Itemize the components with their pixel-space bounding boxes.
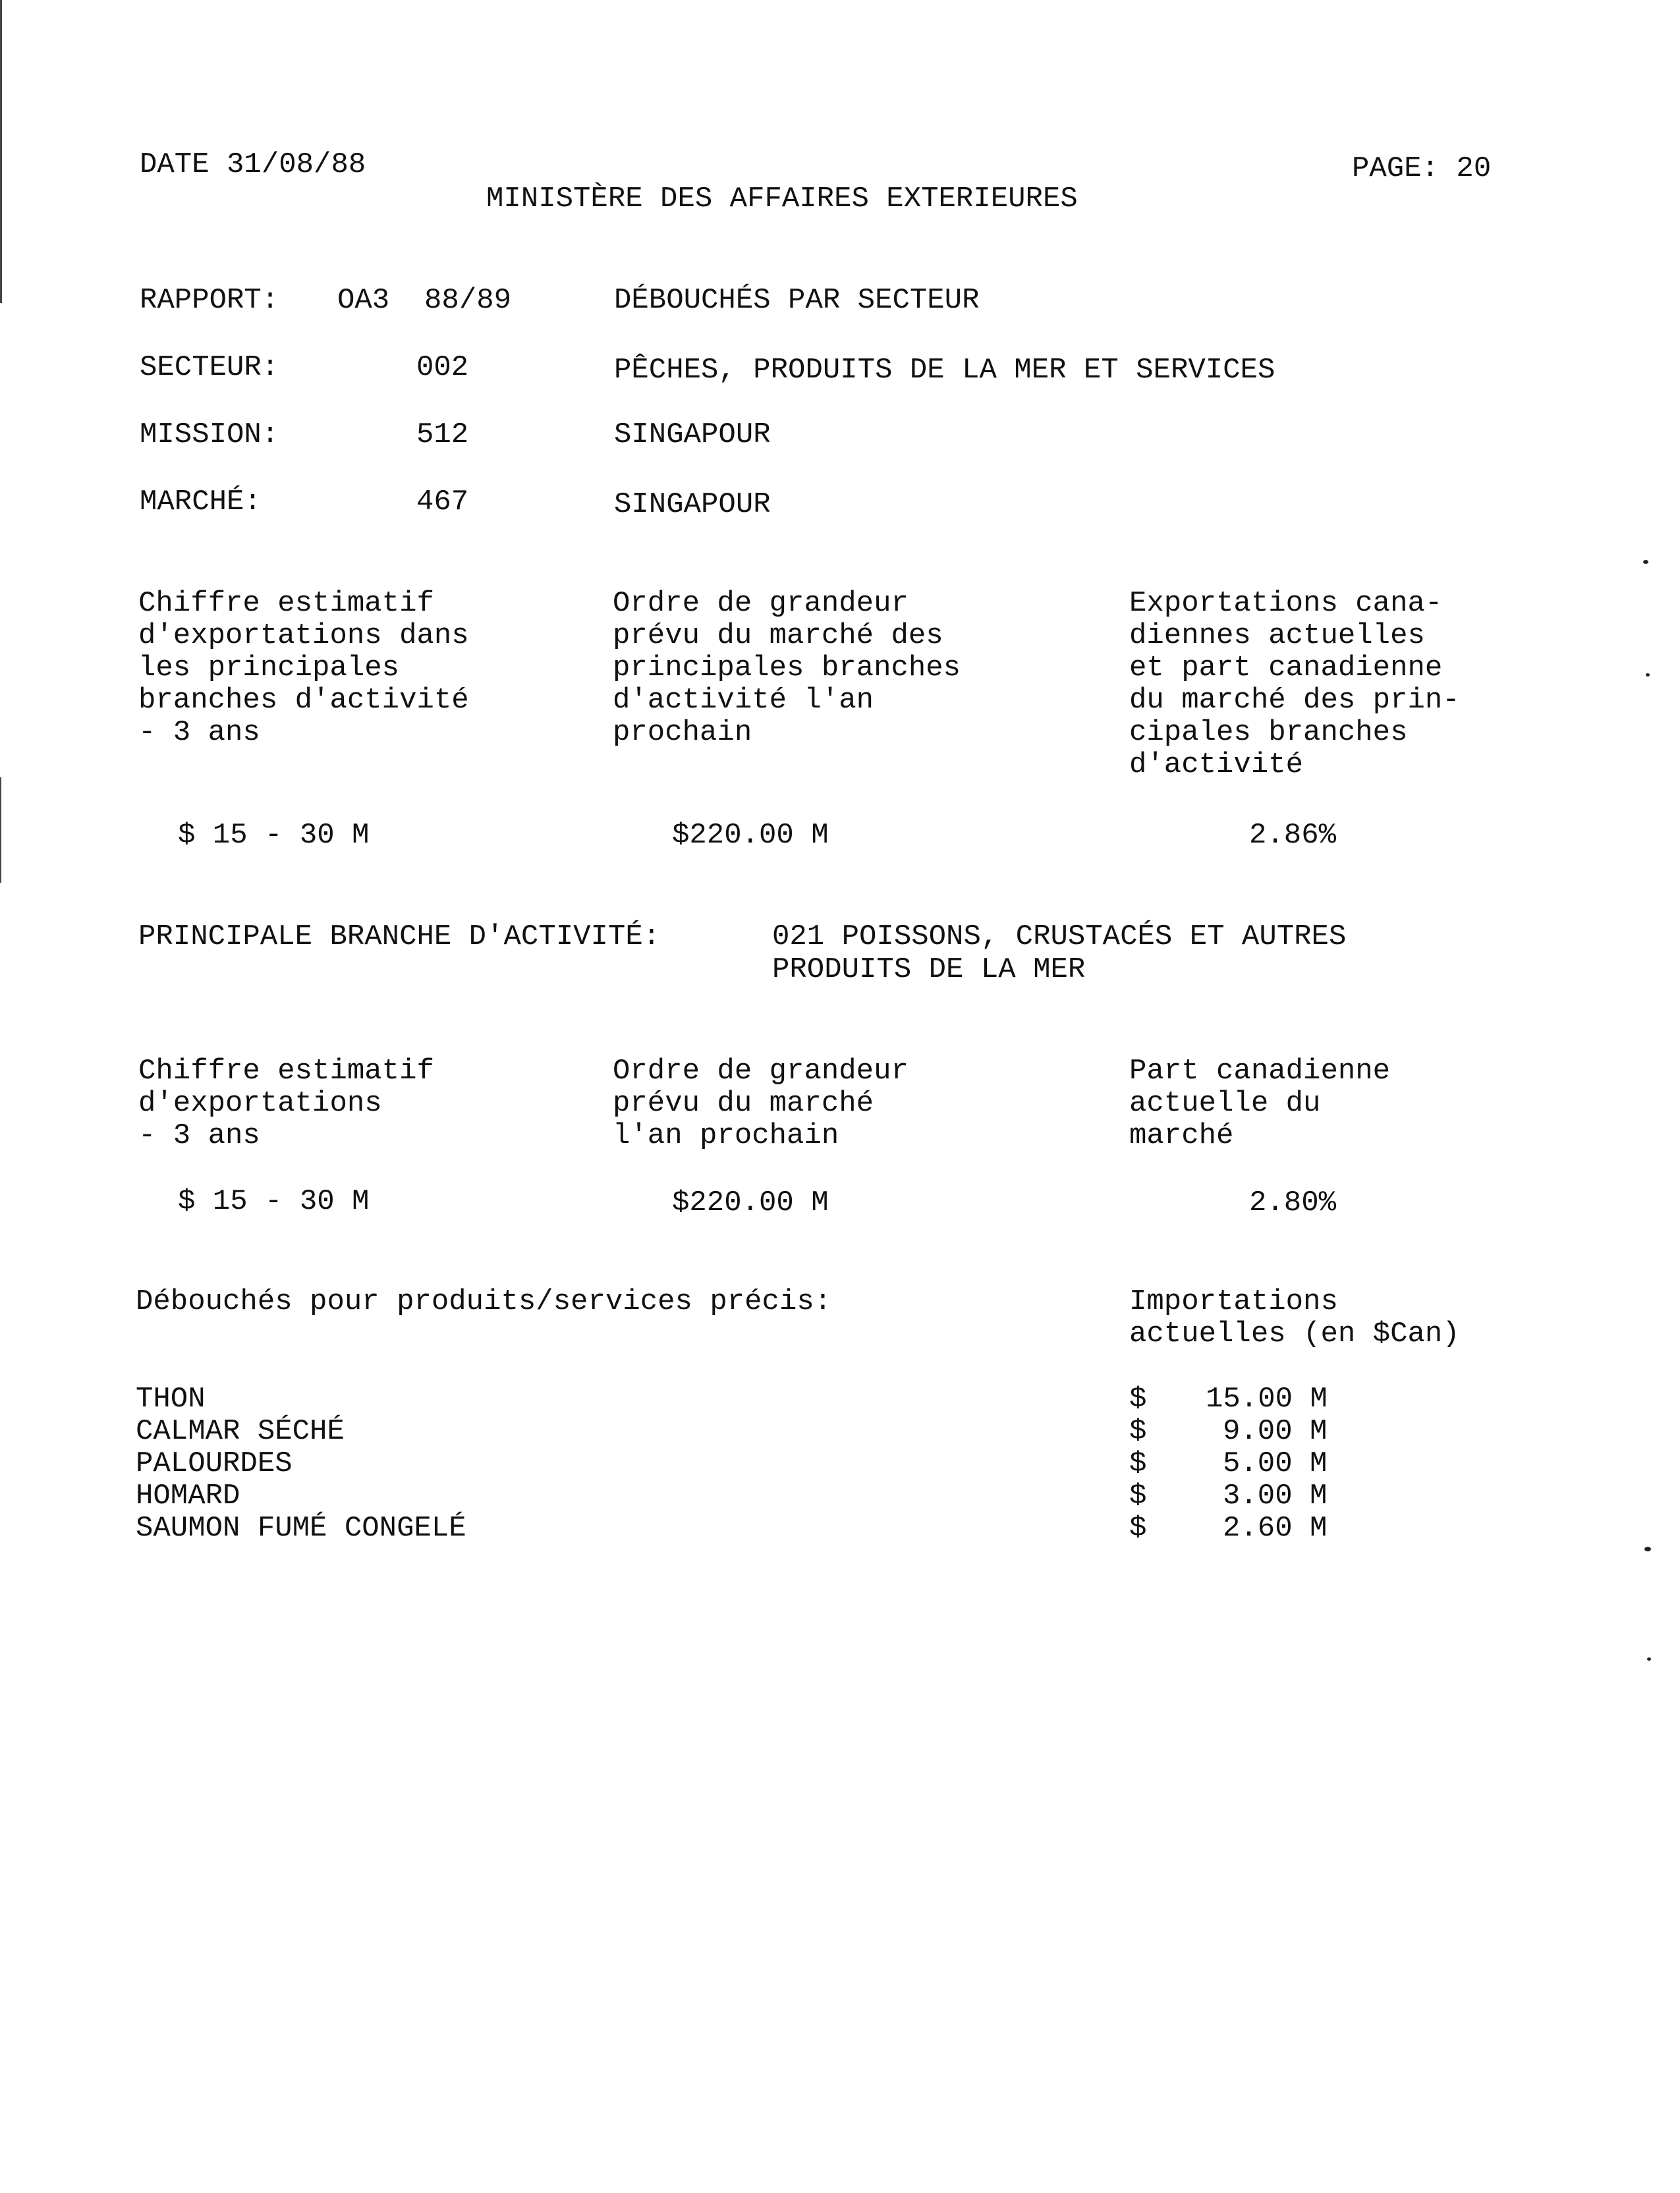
heading-line: l'an prochain (613, 1119, 839, 1152)
left-edge-mark (0, 0, 2, 303)
imports-heading (1129, 1286, 1460, 1350)
product-name: SAUMON FUMÉ CONGELÉ (136, 1512, 466, 1545)
ministry-title: MINISTÈRE DES AFFAIRES EXTERIEURES (486, 182, 1078, 215)
heading-line: Importations (1129, 1285, 1338, 1318)
import-amount: 15.00 M (1206, 1383, 1328, 1416)
product-name: PALOURDES (136, 1447, 293, 1480)
heading-line: Ordre de grandeur (613, 587, 909, 620)
currency-symbol: $ (1129, 1480, 1147, 1513)
scan-speck (1646, 673, 1650, 677)
section1-col3-heading (1129, 588, 1460, 781)
heading-line: d'exportations (138, 1087, 382, 1120)
section2-export-estimate: $ 15 - 30 M (178, 1185, 370, 1218)
product-name: CALMAR SÉCHÉ (136, 1415, 345, 1448)
info-code: 467 (416, 486, 469, 518)
heading-line: actuelle du (1129, 1087, 1321, 1120)
heading-line: principales branches (613, 652, 961, 684)
import-amount: 5.00 M (1223, 1447, 1328, 1480)
scan-speck (1647, 1657, 1651, 1661)
heading-line: Exportations cana- (1129, 587, 1443, 620)
info-value: SINGAPOUR (614, 488, 771, 521)
info-code: 002 (416, 351, 469, 384)
report-date: DATE 31/08/88 (140, 148, 366, 181)
heading-line: du marché des prin- (1129, 684, 1460, 717)
heading-line: Chiffre estimatif (138, 587, 434, 620)
heading-line: prévu du marché des (613, 619, 943, 652)
section2-col3-heading (1129, 1055, 1390, 1152)
heading-line: branches d'activité (138, 684, 469, 717)
heading-line: Chiffre estimatif (138, 1055, 434, 1088)
scan-speck (1644, 1547, 1651, 1551)
branch-line2: PRODUITS DE LA MER (772, 953, 1086, 986)
opportunities-heading: Débouchés pour produits/services précis: (136, 1285, 832, 1318)
currency-symbol: $ (1129, 1415, 1147, 1448)
branch-label: PRINCIPALE BRANCHE D'ACTIVITÉ: (138, 920, 661, 953)
import-amount: 9.00 M (1223, 1415, 1328, 1448)
heading-line: d'activité l'an (613, 684, 874, 717)
product-list (136, 1383, 1519, 1548)
currency-symbol: $ (1129, 1383, 1147, 1416)
section1-export-estimate: $ 15 - 30 M (178, 819, 370, 852)
currency-symbol: $ (1129, 1447, 1147, 1480)
info-code: 512 (416, 418, 469, 451)
left-edge-mark (0, 777, 1, 883)
heading-line: diennes actuelles (1129, 619, 1425, 652)
heading-line: d'activité (1129, 748, 1304, 781)
info-label: SECTEUR: (140, 351, 279, 384)
product-name: HOMARD (136, 1480, 240, 1513)
info-value: SINGAPOUR (614, 418, 771, 451)
heading-line: Part canadienne (1129, 1055, 1391, 1088)
section2-market-size: $220.00 M (672, 1186, 829, 1219)
section1-col1-heading (138, 588, 469, 749)
info-code: OA3 88/89 (337, 284, 512, 317)
info-value: PÊCHES, PRODUITS DE LA MER ET SERVICES (614, 354, 1275, 387)
heading-line: - 3 ans (138, 716, 260, 749)
section2-canadian-share: 2.80% (1249, 1186, 1337, 1219)
info-label: MARCHÉ: (140, 486, 262, 518)
heading-line: et part canadienne (1129, 652, 1443, 684)
section1-col2-heading (613, 588, 961, 749)
import-amount: 2.60 M (1223, 1512, 1328, 1545)
list-item (136, 1512, 1519, 2190)
heading-line: marché (1129, 1119, 1234, 1152)
info-label: MISSION: (140, 418, 279, 451)
heading-line: prévu du marché (613, 1087, 874, 1120)
section2-col1-heading (138, 1055, 434, 1152)
scan-speck (1643, 560, 1648, 564)
info-label: RAPPORT: (140, 284, 279, 317)
section1-market-size: $220.00 M (672, 819, 829, 852)
product-name: THON (136, 1383, 206, 1416)
info-value: DÉBOUCHÉS PAR SECTEUR (614, 284, 980, 317)
currency-symbol: $ (1129, 1512, 1147, 1545)
section1-canadian-share: 2.86% (1249, 819, 1337, 852)
heading-line: les principales (138, 652, 400, 684)
branch-line1: 021 POISSONS, CRUSTACÉS ET AUTRES (772, 920, 1347, 953)
heading-line: actuelles (en $Can) (1129, 1318, 1460, 1350)
page-number: PAGE: 20 (1352, 152, 1492, 185)
heading-line: Ordre de grandeur (613, 1055, 909, 1088)
import-amount: 3.00 M (1223, 1480, 1328, 1513)
section2-col2-heading (613, 1055, 909, 1152)
heading-line: - 3 ans (138, 1119, 260, 1152)
heading-line: prochain (613, 716, 752, 749)
heading-line: d'exportations dans (138, 619, 469, 652)
heading-line: cipales branches (1129, 716, 1408, 749)
